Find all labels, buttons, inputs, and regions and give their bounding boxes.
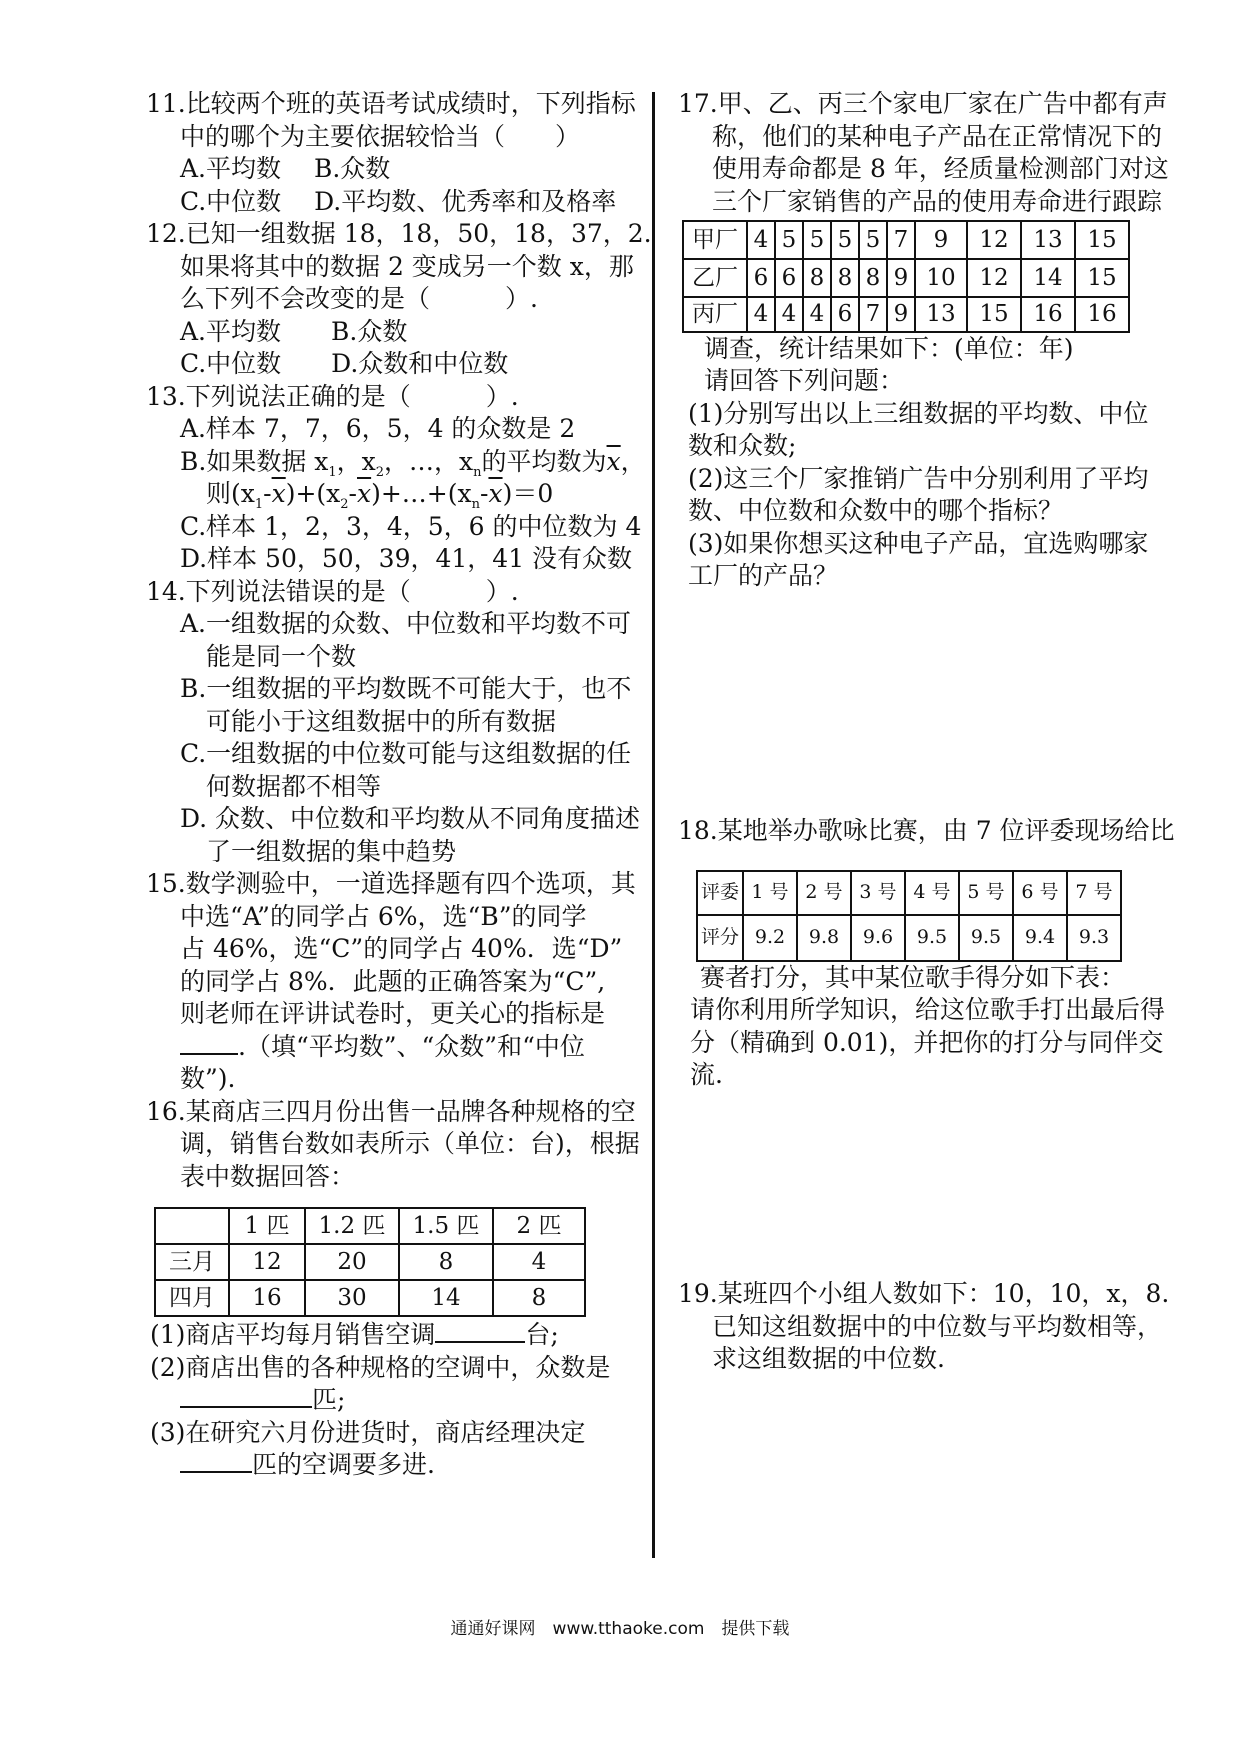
table-cell: 9 — [915, 221, 967, 259]
table-cell — [155, 1208, 229, 1244]
q13-stem: 13.下列说法正确的是（ ）. — [146, 381, 519, 411]
table-cell: 6 — [747, 259, 775, 297]
q12-stem: 12.已知一组数据 18，18，50，18，37，2. — [146, 219, 652, 248]
q13-option-a: A.样本 7，7，6，5，4 的众数是 2 — [180, 414, 576, 443]
q18-after-2: 请你利用所学知识，给这位歌手打出最后得 — [690, 995, 1166, 1024]
q17-line-4: 三个厂家销售的产品的使用寿命进行跟踪 — [712, 186, 1163, 216]
q16-blank-1[interactable] — [435, 1319, 525, 1343]
q11-options-cd: C.中位数 D.平均数、优秀率和及格率 — [180, 186, 617, 216]
q15-line-2: 中选“A”的同学占 6%，选“B”的同学 — [180, 901, 587, 931]
q17-line-1: 17.甲、乙、丙三个家电厂家在广告中都有声 — [678, 89, 1168, 118]
q16-table — [154, 1207, 586, 1317]
q19-line-2: 已知这组数据中的中位数与平均数相等， — [712, 1311, 1163, 1341]
question-11 — [146, 88, 646, 218]
q18-after-3: 分（精确到 0.01)，并把你的打分与同伴交 — [690, 1027, 1164, 1057]
table-cell: 13 — [915, 297, 967, 332]
question-17 — [678, 88, 1178, 593]
table-cell: 4 — [747, 297, 775, 332]
q15-answer-blank[interactable] — [180, 1031, 238, 1055]
table-cell: 7 — [859, 297, 887, 332]
q17-sub-1-cont: 数和众数; — [688, 431, 797, 460]
table-cell: 4 — [803, 297, 831, 332]
q15-line-5: 则老师在评讲试卷时，更关心的指标是 — [180, 999, 606, 1028]
table-row — [683, 259, 1129, 297]
table-cell: 9.3 — [1067, 915, 1121, 961]
q12-options-cd: C.中位数 D.众数和中位数 — [180, 349, 509, 378]
table-cell: 15 — [967, 297, 1021, 332]
table-cell: 8 — [831, 259, 859, 297]
table-row — [683, 297, 1129, 332]
q14-option-a-cont: 能是同一个数 — [206, 641, 357, 671]
table-cell: 10 — [915, 259, 967, 297]
table-cell: 丙厂 — [683, 297, 747, 332]
q13-option-d: D.样本 50，50，39，41，41 没有众数 — [180, 544, 633, 573]
table-cell: 7 号 — [1067, 871, 1121, 915]
table-row — [697, 915, 1121, 961]
left-column — [146, 88, 652, 1482]
table-cell: 7 — [887, 221, 915, 259]
table-cell: 1 匹 — [229, 1208, 305, 1244]
q15-line-4: 的同学占 8%．此题的正确答案为“C”, — [180, 966, 606, 996]
table-cell: 甲厂 — [683, 221, 747, 259]
table-row — [697, 871, 1121, 915]
table-cell: 13 — [1021, 221, 1075, 259]
table-cell: 15 — [1075, 221, 1129, 259]
column-divider — [652, 92, 655, 1558]
q16-sub-2-cont: 匹; — [146, 1384, 646, 1417]
table-row — [155, 1244, 585, 1280]
q18-line-1: 18.某地举办歌咏比赛，由 7 位评委现场给比 — [678, 816, 1175, 845]
q13-option-c: C.样本 1，2，3，4，5，6 的中位数为 4 — [180, 511, 642, 541]
table-cell: 9.5 — [959, 915, 1013, 961]
table-cell: 2 号 — [797, 871, 851, 915]
question-19 — [678, 1278, 1178, 1376]
table-cell: 4 — [747, 221, 775, 259]
q15-line-6: .（填“平均数”、“众数”和“中位 — [146, 1031, 646, 1064]
q16-line-1: 16.某商店三四月份出售一品牌各种规格的空 — [146, 1096, 636, 1126]
question-16 — [146, 1096, 646, 1482]
table-row — [155, 1280, 585, 1316]
q17-sub-3-cont: 工厂的产品？ — [688, 561, 839, 590]
table-cell: 三月 — [155, 1244, 229, 1280]
table-cell: 3 号 — [851, 871, 905, 915]
table-cell: 9.2 — [743, 915, 797, 961]
q17-after-1: 调查，统计结果如下：(单位：年) — [704, 333, 1074, 363]
q15-line-3: 占 46%，选“C”的同学占 40%．选“D” — [180, 934, 623, 963]
table-cell: 1.5 匹 — [399, 1208, 493, 1244]
table-cell: 9.8 — [797, 915, 851, 961]
q17-sub-2-cont: 数、中位数和众数中的哪个指标？ — [688, 496, 1064, 525]
q16-blank-2[interactable] — [180, 1384, 312, 1408]
table-cell: 9 — [887, 259, 915, 297]
table-cell: 评分 — [697, 915, 743, 961]
q16-sub-3: (3)在研究六月份进货时，商店经理决定 — [150, 1417, 586, 1447]
question-13 — [146, 381, 646, 576]
table-cell: 9.5 — [905, 915, 959, 961]
table-cell: 16 — [1075, 297, 1129, 332]
table-cell: 12 — [967, 259, 1021, 297]
question-12 — [146, 218, 652, 381]
q18-table — [696, 870, 1122, 962]
q16-sub-1: (1)商店平均每月销售空调 台; — [150, 1320, 559, 1349]
q19-line-1: 19.某班四个小组人数如下：10，10，x，8. — [678, 1279, 1170, 1308]
q11-stem: 11.比较两个班的英语考试成绩时，下列指标 — [146, 89, 636, 118]
table-cell: 9 — [887, 297, 915, 332]
q13-option-b-formula: 则$(x_1-\overline{x})+(x_2-\overline{x})+\dots+(x_n-\overline{x})=0$ — [206, 479, 554, 512]
table-cell: 14 — [399, 1280, 493, 1316]
q17-table — [682, 220, 1130, 333]
table-cell: 1.2 匹 — [305, 1208, 399, 1244]
table-cell: 6 — [775, 259, 803, 297]
table-cell: 评委 — [697, 871, 743, 915]
q16-line-2: 调，销售台数如表所示（单位：台)，根据 — [180, 1129, 640, 1158]
q14-option-a: A.一组数据的众数、中位数和平均数不可 — [180, 609, 632, 638]
table-cell: 5 — [831, 221, 859, 259]
table-cell: 9.6 — [851, 915, 905, 961]
q17-sub-1: (1)分别写出以上三组数据的平均数、中位 — [688, 398, 1149, 428]
q14-option-b-cont: 可能小于这组数据中的所有数据 — [206, 706, 557, 736]
table-cell: 14 — [1021, 259, 1075, 297]
q15-line-1: 15.数学测验中，一道选择题有四个选项，其 — [146, 869, 636, 898]
table-row — [155, 1208, 585, 1244]
table-cell: 5 — [775, 221, 803, 259]
q17-line-2: 称，他们的某种电子产品在正常情况下的 — [712, 121, 1163, 151]
table-cell: 9.4 — [1013, 915, 1067, 961]
question-14 — [146, 576, 646, 869]
table-cell: 12 — [229, 1244, 305, 1280]
table-cell: 4 — [493, 1244, 585, 1280]
q17-sub-2: (2)这三个厂家推销广告中分别利用了平均 — [688, 463, 1149, 493]
table-cell: 8 — [803, 259, 831, 297]
q16-line-3: 表中数据回答： — [180, 1161, 356, 1191]
q14-option-c: C.一组数据的中位数可能与这组数据的任 — [180, 739, 632, 768]
q17-after-2: 请回答下列问题： — [704, 366, 905, 395]
q14-option-b: B.一组数据的平均数既不可能大于，也不 — [180, 674, 632, 703]
q19-line-3: 求这组数据的中位数. — [712, 1344, 945, 1373]
table-cell: 6 号 — [1013, 871, 1067, 915]
q11-options-ab: A.平均数 B.众数 — [180, 154, 391, 183]
q11-stem-cont: 中的哪个为主要依据较恰当（ ） — [180, 121, 581, 151]
q16-blank-3[interactable] — [180, 1449, 252, 1473]
table-cell: 5 号 — [959, 871, 1013, 915]
table-cell: 15 — [1075, 259, 1129, 297]
table-cell: 1 号 — [743, 871, 797, 915]
table-row — [683, 221, 1129, 259]
table-cell: 8 — [399, 1244, 493, 1280]
q12-options-ab: A.平均数 B.众数 — [180, 316, 408, 346]
q17-sub-3: (3)如果你想买这种电子产品，宜选购哪家 — [688, 528, 1149, 558]
q16-sub-3-cont: 匹的空调要多进. — [146, 1449, 646, 1482]
table-cell: 6 — [831, 297, 859, 332]
table-cell: 4 — [775, 297, 803, 332]
table-cell: 四月 — [155, 1280, 229, 1316]
table-cell: 30 — [305, 1280, 399, 1316]
table-cell: 8 — [493, 1280, 585, 1316]
q15-line-7: 数”). — [180, 1064, 236, 1093]
q14-option-d-cont: 了一组数据的集中趋势 — [206, 836, 457, 866]
q17-line-3: 使用寿命都是 8 年，经质量检测部门对这 — [712, 154, 1169, 183]
q14-option-d: D. 众数、中位数和平均数从不同角度描述 — [180, 804, 641, 833]
question-18 — [678, 815, 1178, 1092]
q14-option-c-cont: 何数据都不相等 — [206, 771, 382, 801]
table-cell: 16 — [229, 1280, 305, 1316]
table-cell: 16 — [1021, 297, 1075, 332]
q13-option-b: B.如果数据 $x_1$，$x_2$，…，$x_n$的平均数为$\overline{x}$， — [180, 446, 646, 480]
q18-after-4: 流. — [690, 1060, 723, 1089]
table-cell: 20 — [305, 1244, 399, 1280]
table-cell: 4 号 — [905, 871, 959, 915]
table-cell: 5 — [859, 221, 887, 259]
q12-stem-cont2: 么下列不会改变的是（ ）. — [180, 284, 538, 313]
q16-sub-2: (2)商店出售的各种规格的空调中，众数是 — [150, 1352, 611, 1382]
table-cell: 乙厂 — [683, 259, 747, 297]
page-footer: 通通好课网 www.tthaoke.com 提供下载 — [450, 1619, 790, 1639]
question-15 — [146, 868, 646, 1096]
table-cell: 5 — [803, 221, 831, 259]
q14-stem: 14.下列说法错误的是（ ）. — [146, 576, 519, 606]
table-cell: 12 — [967, 221, 1021, 259]
table-cell: 2 匹 — [493, 1208, 585, 1244]
table-cell: 8 — [859, 259, 887, 297]
q12-stem-cont: 如果将其中的数据 2 变成另一个数 x，那 — [180, 251, 634, 281]
q18-after-1: 赛者打分，其中某位歌手得分如下表： — [700, 962, 1126, 992]
right-column — [678, 88, 1178, 1373]
